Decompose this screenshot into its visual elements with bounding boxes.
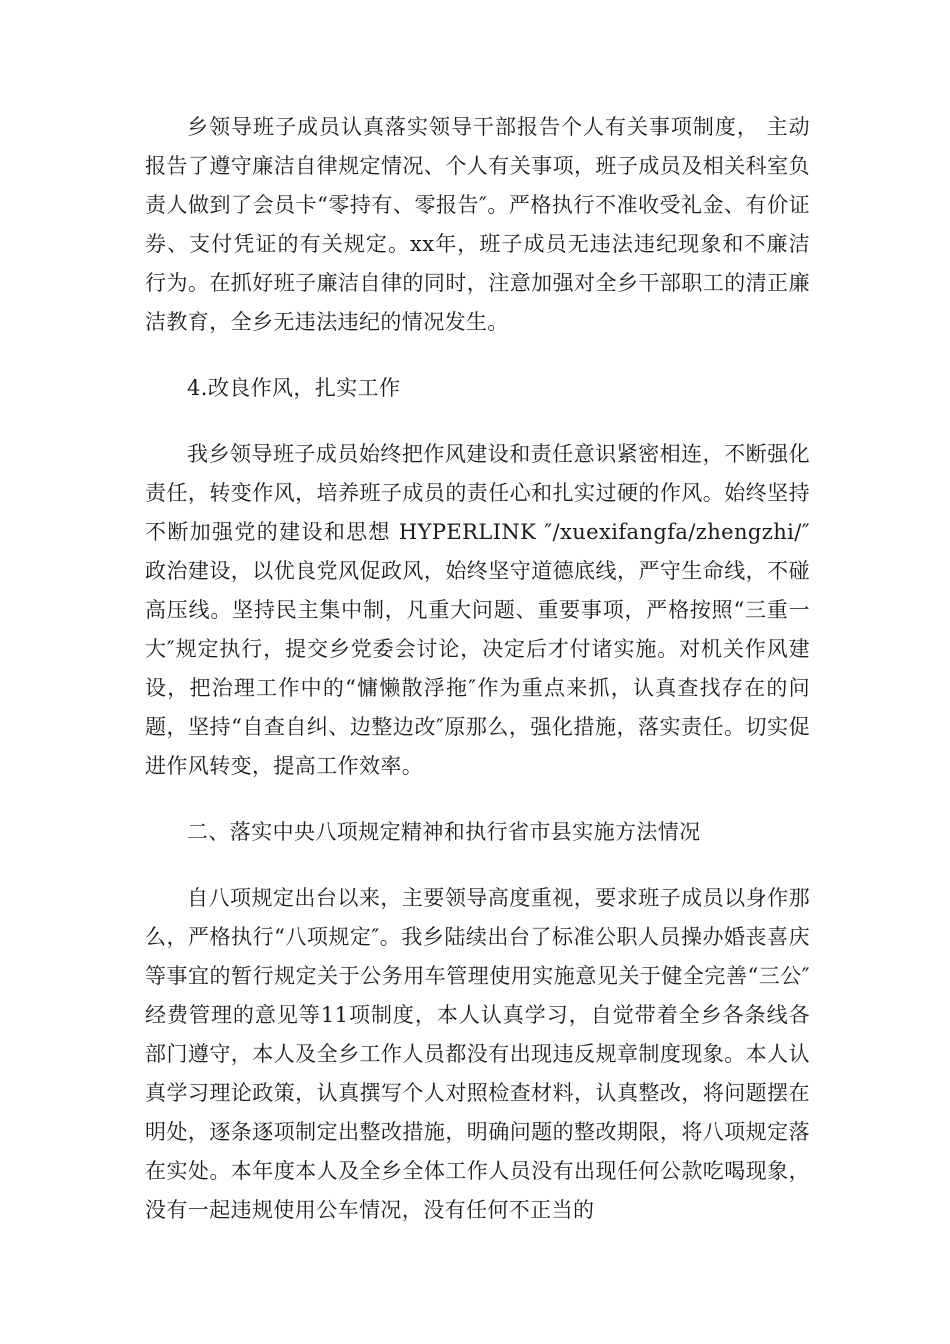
paragraph-work-style: 我乡领导班子成员始终把作风建设和责任意识紧密相连，不断强化责任，转变作风，培养班子成员的责任心和扎实过硬的作风。始终坚持不断加强党的建设和思想 HYPERLINK ″/xuexifangfa/zhengzhi/″ 政治建设，以优良党风促政风，始终坚守道德底线，严守生命线，不碰高压线。坚持民主集中制，凡重大问题、重要事项，严格按照“三重一大″规定执行，提交乡党委会讨论，决定后才付诸实施。对机关作风建设，把治理工作中的“慵懒散浮拖″作为重点来抓，认真查找存在的问题，坚持“自查自纠、边整边改″原那么，强化措施，落实责任。切实促进作风转变，提高工作效率。 <box>145 442 810 778</box>
section-heading-work-style: 4.改良作风，扎实工作 <box>187 376 401 400</box>
section-heading-eight-rules: 二、落实中央八项规定精神和执行省市县实施方法情况 <box>187 820 701 844</box>
paragraph-integrity: 乡领导班子成员认真落实领导干部报告个人有关事项制度， 主动报告了遵守廉洁自律规定情况、个人有关事项，班子成员及相关科室负责人做到了会员卡“零持有、零报告″。严格执行不准收受礼金、有价证券、支付凭证的有关规定。xx年，班子成员无违法违纪现象和不廉洁行为。在抓好班子廉洁自律的同时，注意加强对全乡干部职工的清正廉洁教育，全乡无违法违纪的情况发生。 <box>145 115 810 334</box>
document-page <box>145 108 810 1230</box>
paragraph-eight-rules: 自八项规定出台以来，主要领导高度重视，要求班子成员以身作那么，严格执行“八项规定″。我乡陆续出台了标准公职人员操办婚丧喜庆等事宜的暂行规定关于公务用车管理使用实施意见关于健全完善“三公″经费管理的意见等11项制度，本人认真学习，自觉带着全乡各条线各部门遵守，本人及全乡工作人员都没有出现违反规章制度现象。本人认真学习理论政策，认真撰写个人对照检查材料，认真整改，将问题摆在明处，逐条逐项制定出整改措施，明确问题的整改期限，将八项规定落在实处。本年度本人及全乡全体工作人员没有出现任何公款吃喝现象，没有一起违规使用公车情况，没有任何不正当的 <box>145 886 810 1222</box>
